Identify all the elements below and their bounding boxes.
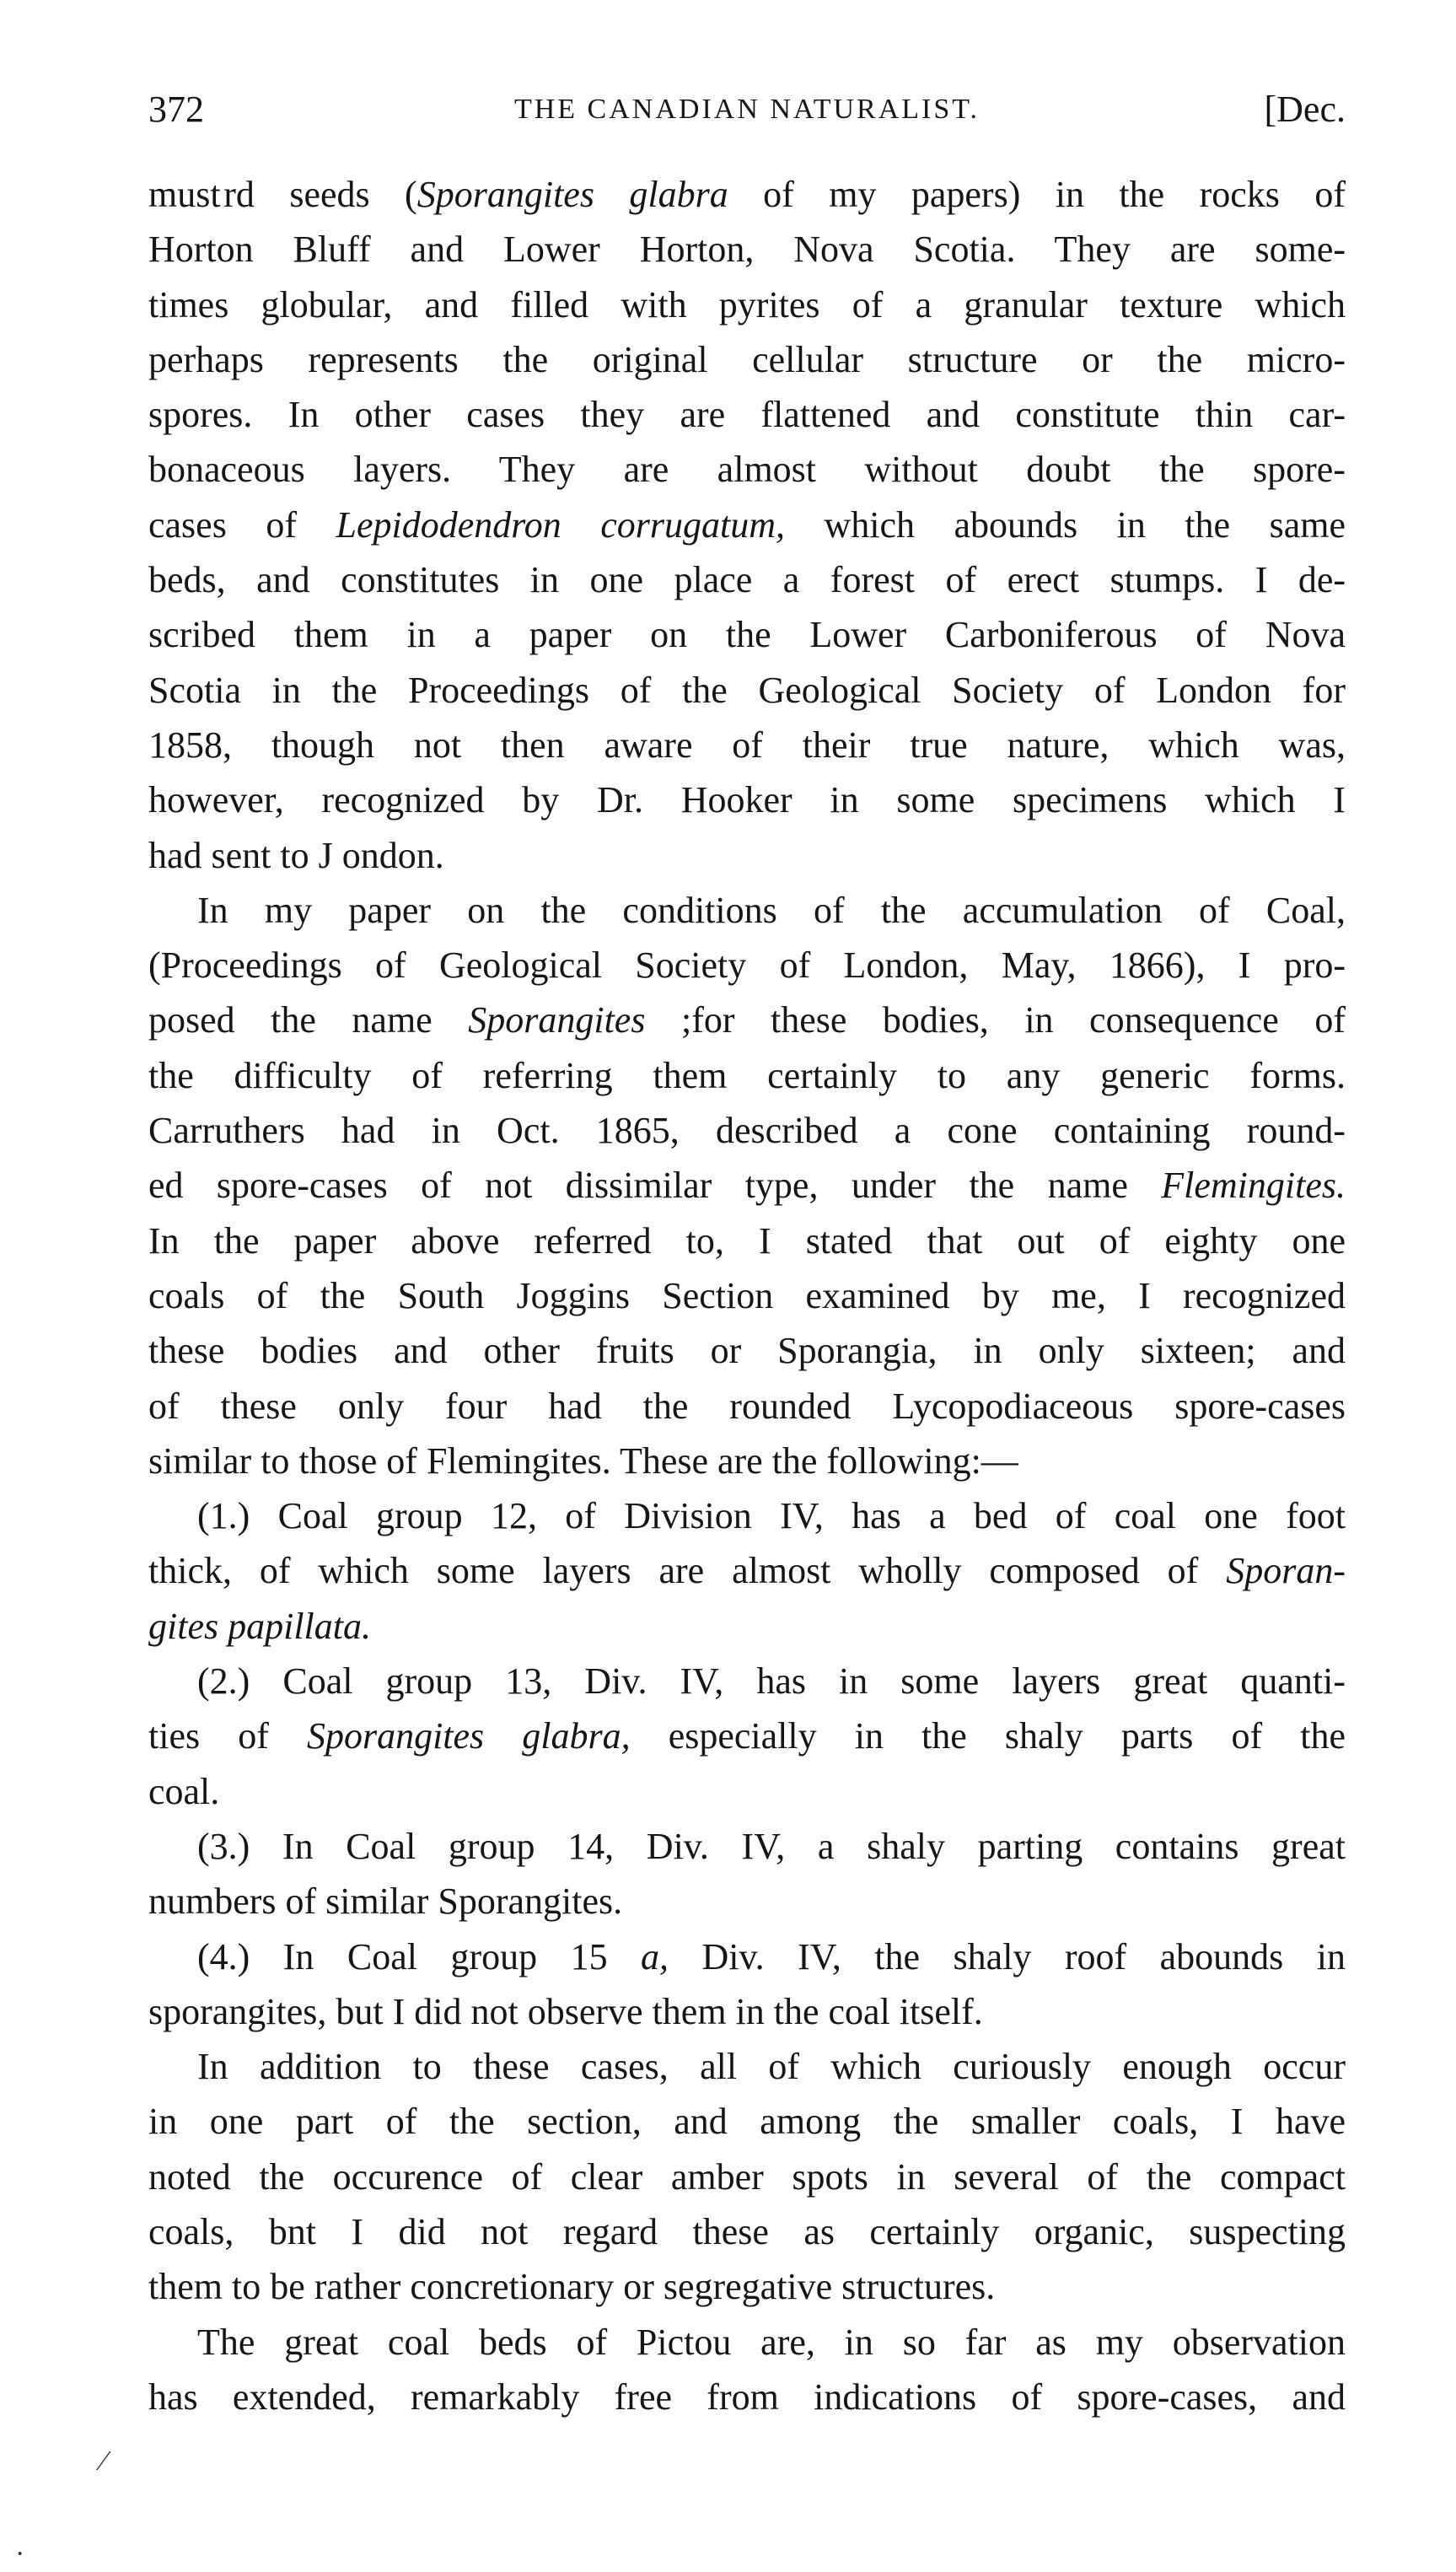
text-line: of these only four had the rounded Lycopodiaceous spore-cases [148,1385,1346,1427]
text-line: has extended, remarkably free from indications of spore-cases, and [148,2376,1346,2418]
text-line: (1.) Coal group 12, of Division IV, has a bed of coal one foot [197,1495,1346,1537]
text-line: coal. [148,1770,220,1812]
text-line: scribed them in a paper on the Lower Carboniferous of Nova [148,614,1346,656]
text-line: In the paper above referred to, I stated that out of eighty one [148,1219,1346,1262]
text-line: ties of Sporangites glabra, especially in the shaly parts of the [148,1715,1346,1757]
page-number: 372 [148,89,204,130]
body-text [148,167,1346,2424]
text-line: Horton Bluff and Lower Horton, Nova Scotia. They are some- [148,229,1346,271]
text-line: them to be rather concretionary or segregative structures. [148,2266,996,2308]
text-line: (3.) In Coal group 14, Div. IV, a shaly parting contains great [197,1825,1346,1867]
scan-speck: ⁄ [101,2446,106,2477]
text-line: beds, and constitutes in one place a forest of erect stumps. I de- [148,559,1346,601]
text-line: similar to those of Flemingites. These are the following:— [148,1439,1018,1482]
text-line: noted the occurence of clear amber spots in several of the compact [148,2155,1346,2198]
text-line: thick, of which some layers are almost wholly composed of Sporan- [148,1550,1346,1592]
running-date: [Dec. [1264,89,1346,130]
text-line: ed spore-cases of not dissimilar type, under the name Flemingites. [148,1165,1346,1207]
text-line: numbers of similar Sporangites. [148,1881,623,1923]
text-line: perhaps represents the original cellular structure or the micro- [148,338,1346,380]
running-title: THE CANADIAN NATURALIST. [513,94,981,125]
text-line: bonaceous layers. They are almost without doubt the spore- [148,449,1346,491]
text-line: coals of the South Joggins Section examined by me, I recognized [148,1274,1346,1316]
text-line: (4.) In Coal group 15 a, Div. IV, the shaly roof abounds in [197,1935,1346,1977]
text-line: In addition to these cases, all of which curiously enough occur [197,2046,1346,2088]
scan-speck: · [15,2538,25,2569]
text-line: these bodies and other fruits or Sporangia, in only sixteen; and [148,1330,1346,1372]
text-line: In my paper on the conditions of the accumulation of Coal, [197,889,1346,931]
text-line: The great coal beds of Pictou are, in so far as my observation [197,2321,1346,2363]
text-line: times globular, and filled with pyrites of a granular texture which [148,283,1346,326]
text-line: in one part of the section, and among the smaller coals, I have [148,2101,1346,2143]
text-line: (2.) Coal group 13, Div. IV, has in some layers great quanti- [197,1660,1346,1703]
text-line: Carruthers had in Oct. 1865, described a cone containing round- [148,1110,1346,1152]
text-line: Scotia in the Proceedings of the Geological Society of London for [148,669,1346,711]
text-line: must rd seeds (Sporangites glabra of my papers) in the rocks of [148,174,1346,215]
text-line: coals, bnt I did not regard these as certainly organic, suspecting [148,2210,1346,2252]
text-line: sporangites, but I did not observe them in the coal itself. [148,1990,983,2032]
text-line: however, recognized by Dr. Hooker in some specimens which I [148,779,1346,821]
text-line: spores. In other cases they are flattened and constitute thin car- [148,394,1346,436]
text-line: 1858, though not then aware of their true nature, which was, [148,724,1346,766]
text-line: the difficulty of referring them certainly to any generic forms. [148,1054,1346,1096]
text-line: had sent to J ondon. [148,834,444,876]
running-head [148,84,1346,135]
text-line: gites papillata. [148,1605,371,1647]
text-line: (Proceedings of Geological Society of London, May, 1866), I pro- [148,944,1346,987]
text-line: cases of Lepidodendron corrugatum, which abounds in the same [148,503,1346,546]
text-line: posed the name Sporangites ;for these bodies, in consequence of [148,999,1346,1041]
